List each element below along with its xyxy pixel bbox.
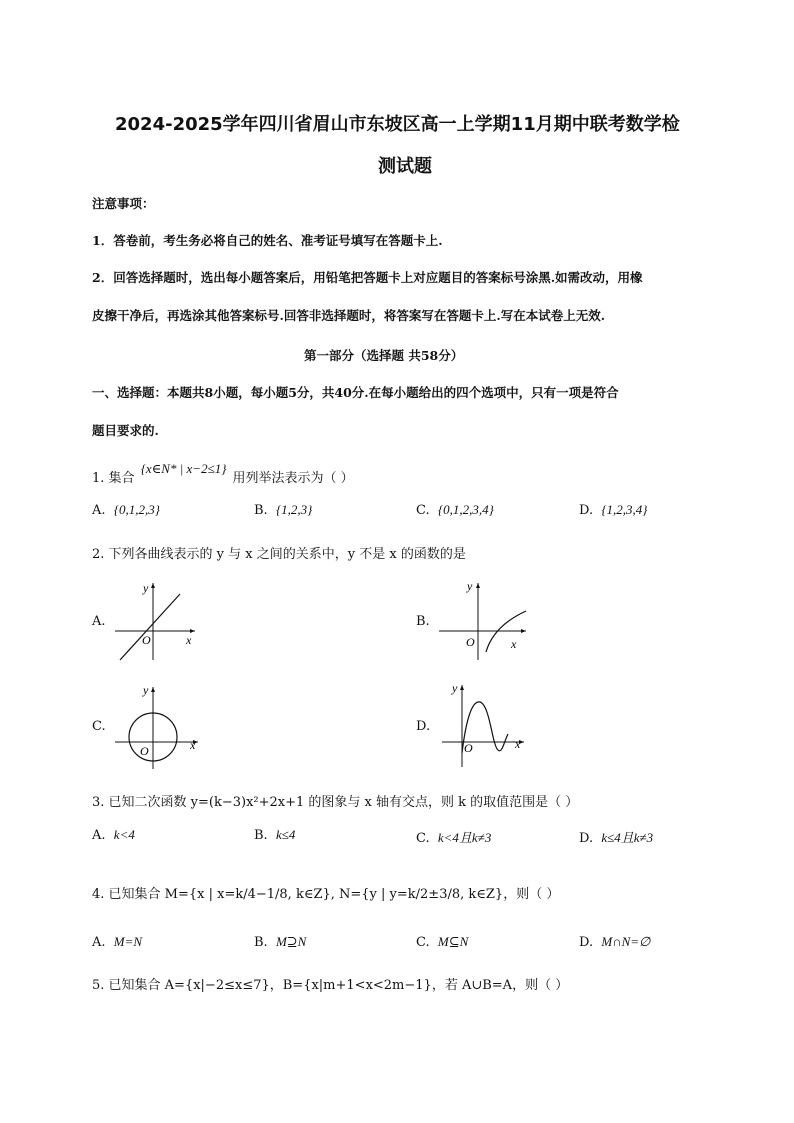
- q3-option-a: A. k<4: [92, 827, 135, 843]
- q5-stem: 5. 已知集合 A={x|−2≤x≤7}，B={x|m+1<x<2m−1}，若 A∪B=A，则（ ）: [92, 978, 569, 993]
- origin-label: O: [142, 633, 151, 647]
- q1-option-d: D. {1,2,3,4}: [579, 502, 648, 518]
- q3-option-b: B. k≤4: [254, 827, 296, 843]
- notes-item-2: 2．回答选择题时，选出每小题答案后，用铅笔把答题卡上对应题目的答案标号涂黑.如需改动，用橡: [92, 270, 643, 285]
- q2-option-a-label: A.: [92, 614, 106, 629]
- y-label: y: [143, 581, 149, 595]
- y-label: y: [452, 681, 458, 695]
- section1-instructions: 一、选择题：本题共8小题，每小题5分，共40分.在每小题给出的四个选项中，只有一项是符合: [92, 385, 619, 400]
- x-arrow-icon: [521, 629, 526, 633]
- q1-option-b: B. {1,2,3}: [254, 502, 313, 518]
- q2-graph-a: [110, 578, 200, 663]
- y-label: y: [143, 683, 149, 697]
- notes-item-1: 1．答卷前，考生务必将自己的姓名、准考证号填写在答题卡上.: [92, 233, 443, 248]
- q1-option-a: A. {0,1,2,3}: [92, 502, 160, 518]
- q1-set: {x∈N* | x−2≤1}: [140, 461, 227, 476]
- x-label: x: [186, 633, 192, 647]
- x-label: x: [515, 737, 521, 751]
- q3-stem: 3. 已知二次函数 y=(k−3)x²+2x+1 的图象与 x 轴有交点，则 k 的取值范围是（ ）: [92, 795, 579, 810]
- q2-graph-d: [440, 680, 530, 770]
- origin-label: O: [464, 741, 473, 755]
- origin-label: O: [140, 744, 149, 758]
- q1-suffix: 用列举法表示为（ ）: [232, 471, 354, 486]
- notes-heading: 注意事项：: [92, 196, 155, 211]
- q1-option-c: C. {0,1,2,3,4}: [416, 502, 494, 518]
- q2-option-c-label: C.: [92, 719, 106, 734]
- q4-option-d: D. M∩N=∅: [579, 934, 651, 950]
- section1-instructions-continued: 题目要求的.: [92, 423, 159, 438]
- y-arrow-icon: [151, 583, 155, 588]
- q2-option-b-label: B.: [416, 614, 430, 629]
- q4-stem: 4. 已知集合 M={x | x=k/4−1/8, k∈Z}, N={y | y=k/2±3/8, k∈Z}，则（ ）: [92, 887, 560, 902]
- q2-stem: 2. 下列各曲线表示的 y 与 x 之间的关系中，y 不是 x 的函数的是: [92, 547, 466, 562]
- part1-heading: 第一部分（选择题 共58分）: [304, 348, 464, 363]
- q1-prefix: 1. 集合: [92, 471, 135, 486]
- origin-label: O: [466, 635, 475, 649]
- y-arrow-icon: [460, 685, 464, 690]
- q3-option-d: D. k≤4且k≠3: [579, 830, 654, 846]
- q1-stem: [92, 461, 354, 486]
- page-title-continued: 测试题: [378, 156, 432, 177]
- q2-option-d-label: D.: [416, 719, 431, 734]
- q2-graph-c: [112, 682, 207, 772]
- y-label: y: [467, 579, 473, 593]
- q4-option-a: A. M=N: [92, 934, 143, 950]
- graph-a-line: [120, 594, 180, 660]
- y-arrow-icon: [151, 687, 155, 692]
- y-arrow-icon: [476, 583, 480, 588]
- x-label: x: [190, 738, 196, 752]
- x-label: x: [511, 637, 517, 651]
- q4-option-c: C. M⊆N: [416, 934, 469, 950]
- q3-option-c: C. k<4且k≠3: [416, 830, 492, 846]
- notes-item-2-continued: 皮擦干净后，再选涂其他答案标号.回答非选择题时，将答案写在答题卡上.写在本试卷上无效.: [92, 308, 606, 323]
- page-title: 2024-2025学年四川省眉山市东坡区高一上学期11月期中联考数学检: [115, 114, 680, 135]
- q2-graph-b: [436, 578, 531, 663]
- q4-option-b: B. M⊇N: [254, 934, 307, 950]
